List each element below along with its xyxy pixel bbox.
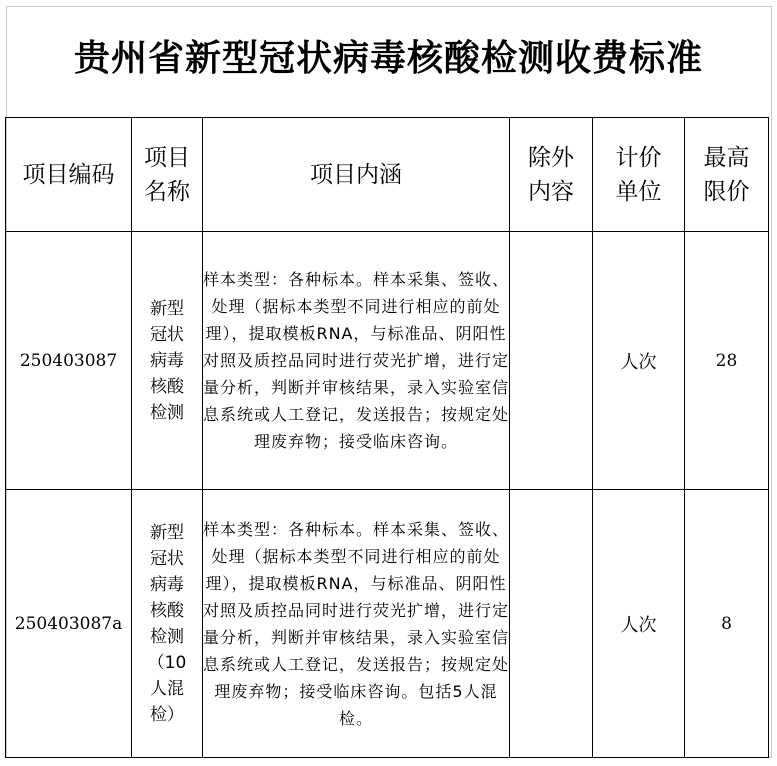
row-content: 样本类型：各种标本。样本采集、签收、处理（据标本类型不同进行相应的前处理），提取模板RNA，与标准品、阴阳性对照及质控品同时进行荧光扩增，进行定量分析，判断并审核结果，录入实验室信息系统或人工登记，发送报告；按规定处理废弃物；接受临床咨询。包括5人混检。	[203, 490, 510, 758]
table-row	[6, 232, 769, 490]
row-price: 8	[685, 490, 769, 758]
header-code: 项目编码	[6, 118, 132, 232]
fee-table	[5, 117, 769, 758]
header-price: 最高限价	[685, 118, 769, 232]
header-name: 项目名称	[132, 118, 203, 232]
header-content: 项目内涵	[203, 118, 510, 232]
row-unit: 人次	[593, 490, 685, 758]
row-name: 新型冠状病毒核酸检测	[132, 232, 203, 490]
row-content: 样本类型：各种标本。样本采集、签收、处理（据标本类型不同进行相应的前处理），提取模板RNA，与标准品、阴阳性对照及质控品同时进行荧光扩增，进行定量分析，判断并审核结果，录入实验室信息系统或人工登记，发送报告；按规定处理废弃物；接受临床咨询。	[203, 232, 510, 490]
row-excluded	[510, 490, 593, 758]
page-title: 贵州省新型冠状病毒核酸检测收费标准	[73, 38, 703, 79]
header-excluded: 除外内容	[510, 118, 593, 232]
table-header-row	[6, 118, 769, 232]
row-excluded	[510, 232, 593, 490]
header-unit: 计价单位	[593, 118, 685, 232]
row-code: 250403087	[6, 232, 132, 490]
row-code: 250403087a	[6, 490, 132, 758]
row-name: 新型冠状病毒核酸检测（10人混检）	[132, 490, 203, 758]
table-row	[6, 490, 769, 758]
row-unit: 人次	[593, 232, 685, 490]
row-price: 28	[685, 232, 769, 490]
